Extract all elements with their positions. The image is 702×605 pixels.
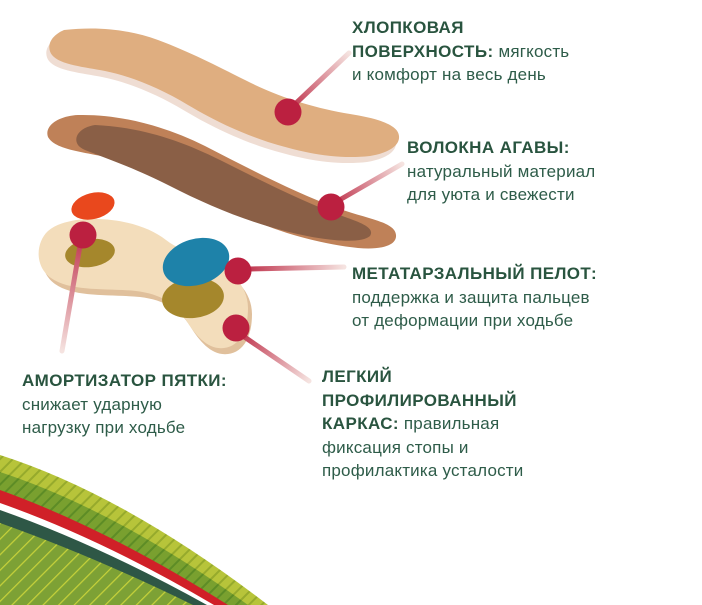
callout-line: АМОРТИЗАТОР ПЯТКИ: — [22, 371, 227, 390]
marker-dot-agave — [318, 194, 345, 221]
callout-light-frame — [322, 365, 523, 483]
callout-line: ВОЛОКНА АГАВЫ: — [407, 138, 570, 157]
decorative-corner-waves — [0, 445, 280, 605]
callout-line: ПОВЕРХНОСТЬ: мягкость — [352, 41, 570, 61]
callout-line: нагрузку при ходьбе — [22, 418, 186, 437]
callout-line: КАРКАС: правильная — [322, 414, 500, 433]
callout-line: снижает ударную — [22, 394, 163, 414]
callout-line: поддержка и защита пальцев — [352, 287, 590, 307]
pointer-line-agave — [336, 164, 402, 202]
callout-metatarsal-pad — [352, 262, 597, 333]
callout-line: для уюта и свежести — [407, 185, 575, 204]
marker-dot-metatarsal — [225, 258, 252, 285]
marker-dot-frame — [223, 315, 250, 342]
orange-insert — [69, 188, 118, 224]
callout-line: фиксация стопы и — [322, 437, 469, 457]
callout-line: и комфорт на весь день — [352, 65, 546, 84]
callout-line: ЛЕГКИЙ — [322, 367, 393, 386]
callout-cotton-surface — [352, 16, 569, 87]
callout-line: от деформации при ходьбе — [352, 311, 574, 330]
pointer-line-frame — [243, 336, 309, 381]
callout-line: ХЛОПКОВАЯ — [352, 18, 464, 37]
frame-layer — [39, 188, 252, 354]
pointer-line-cotton — [293, 53, 349, 106]
marker-dot-heel — [70, 222, 97, 249]
callout-line: ПРОФИЛИРОВАННЫЙ — [322, 390, 517, 410]
callout-line: профилактика усталости — [322, 461, 524, 480]
pointer-line-metatarsal — [250, 267, 344, 269]
callout-agave-fibers — [407, 136, 595, 207]
callout-line: МЕТАТАРЗАЛЬНЫЙ ПЕЛОТ: — [352, 264, 598, 283]
callout-line: натуральный материал — [407, 161, 596, 181]
marker-dot-cotton — [275, 99, 302, 126]
callout-heel-absorber — [22, 369, 227, 440]
